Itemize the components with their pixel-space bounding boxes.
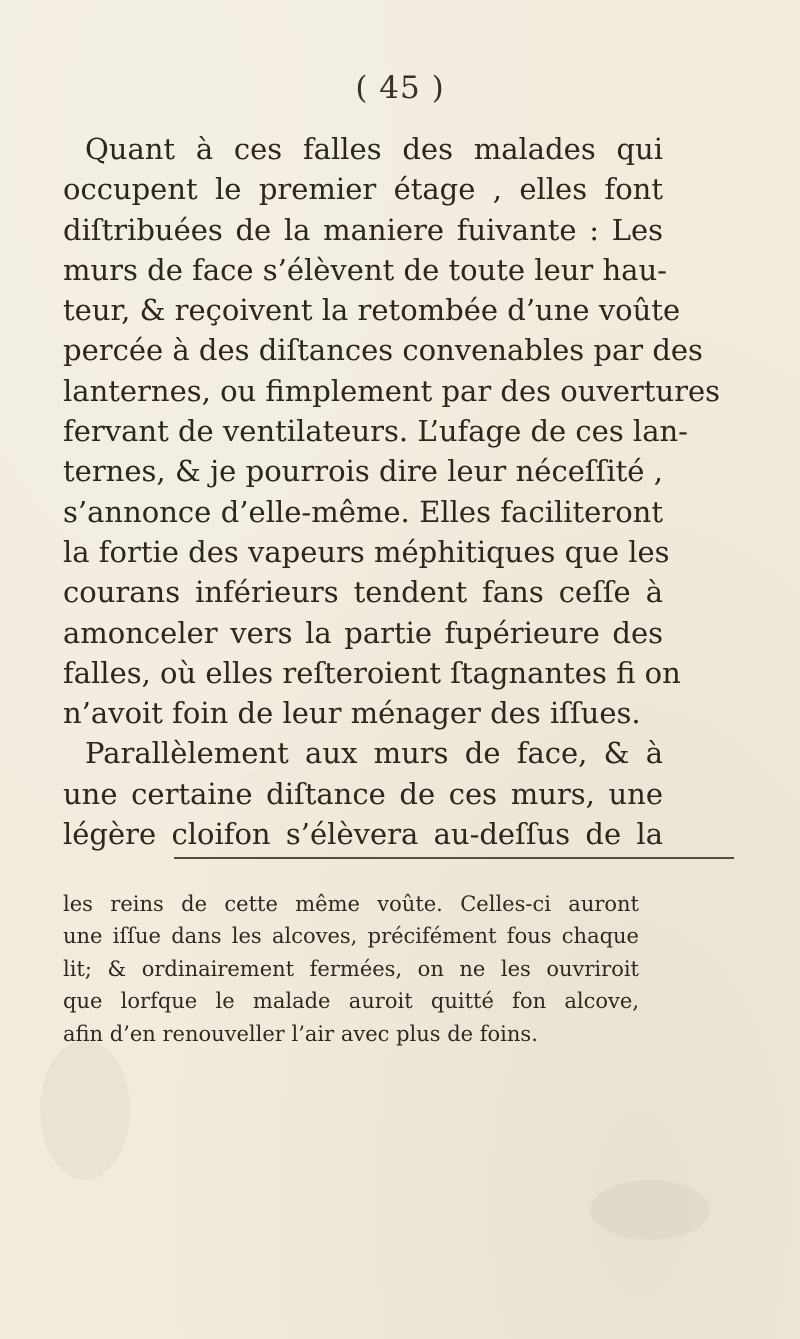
footnote-line: afin d’en renouveller l’air avec plus de foins. xyxy=(63,1021,538,1046)
text-line: légère cloifon s’élèvera au-deſſus de la xyxy=(63,817,663,852)
footnote-divider xyxy=(174,857,734,859)
footnote-line: que lorfque le malade auroit quitté fon alcove, xyxy=(63,989,639,1014)
footnote-line: les reins de cette même voûte. Celles-ci auront xyxy=(63,892,639,916)
text-line: amonceler vers la partie fupérieure des xyxy=(63,615,663,650)
text-line: une certaine diſtance de ces murs, une xyxy=(63,776,663,811)
text-line: fervant de ventilateurs. L’ufage de ces lan- xyxy=(63,414,688,449)
paper-stain xyxy=(40,1040,130,1180)
footnote xyxy=(63,888,639,1050)
footnote-line: une iſſue dans les alcoves, précifément fous chaque xyxy=(63,924,639,949)
text-line: falles, où elles reſteroient ſtagnantes fi on xyxy=(63,655,681,690)
footnote-line: lit; & ordinairement fermées, on ne les ouvriroit xyxy=(63,956,639,981)
text-line: percée à des diſtances convenables par des xyxy=(63,333,703,368)
text-line: diſtribuées de la maniere fuivante : Les xyxy=(63,212,663,247)
text-line: murs de face s’élèvent de toute leur hau- xyxy=(63,252,667,287)
page-number: ( 45 ) xyxy=(355,70,445,106)
text-line: lanternes, ou fimplement par des ouvertures xyxy=(63,373,721,408)
text-line: teur, & reçoivent la retombée d’une voûte xyxy=(63,293,681,328)
text-line: Quant à ces falles des malades qui xyxy=(85,132,663,166)
text-line: Parallèlement aux murs de face, & à xyxy=(85,736,663,771)
paper-stain xyxy=(590,1180,710,1240)
text-line: ternes, & je pourrois dire leur néceſſité , xyxy=(63,454,663,489)
text-line: s’annonce d’elle-même. Elles faciliteront xyxy=(63,494,663,529)
text-line: la fortie des vapeurs méphitiques que les xyxy=(63,534,670,569)
main-text xyxy=(63,129,721,854)
text-line: occupent le premier étage , elles font xyxy=(63,172,663,207)
text-line: n’avoit foin de leur ménager des iſſues. xyxy=(63,696,641,731)
text-line: courans inférieurs tendent fans ceſſe à xyxy=(63,575,663,610)
